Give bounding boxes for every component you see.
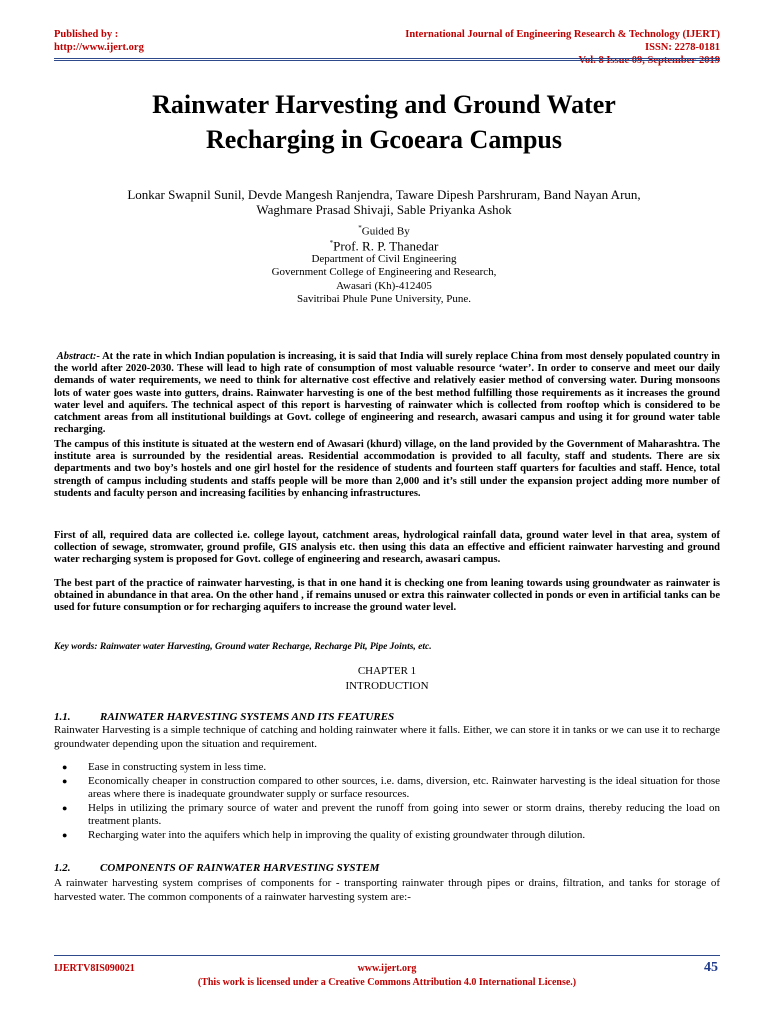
footer-site-link <box>54 963 720 975</box>
section-number: 1.1. <box>54 711 71 723</box>
header-divider-2 <box>54 60 720 61</box>
section-title: RAINWATER HARVESTING SYSTEMS AND ITS FEATURES <box>100 711 395 723</box>
affiliation-line-1: Department of Civil Engineering <box>311 253 457 265</box>
paper-title <box>60 87 708 157</box>
guide-name <box>60 236 708 253</box>
list-item-text: Economically cheaper in construction compared to other sources, i.e. dams, diversion, etc. Rainwater harvesting is the ideal situation for those areas where there is inadequate groundwater supply or surface resources. <box>88 774 720 801</box>
section-number: 1.2. <box>54 862 71 874</box>
feature-list <box>54 761 720 843</box>
abstract-text: - At the rate in which Indian population is increasing, it is said that India will surely replace China from most densely populated country in the world after 2020-2030. These will lead to high rate of consumption of most valuable resource ‘water’. In order to conserve and meet our daily demands of water requirements, we need to think for alternative cost effective and relatively easier method of conversing water. During monsoons lots of water goes waste into gutters, drains. Rainwater harvesting is one of the best method fulfilling those requirements as it increases the ground water level and aquifers. The technical aspect of this report is harvesting of rainwater which is collected from rooftop which is considered to be catchment areas from all institutional buildings at Govt. college of engineering and research, awasari campus and using it for ground water table recharging. <box>54 351 721 436</box>
author-list <box>60 187 708 217</box>
abstract-paragraph-2: The campus of this institute is situated at the western end of Awasari (khurd) village, on the land provided by the Government of Maharashtra. The institute area is surrounded by the residential areas. Residential accommodation is provided to all faculty, staff and students. There are six departments and two boy’s hostels and one girl hostel for the residence of students and fourteen staff quarters for faculties and staff. Hence, total strength of campus including students and staffs people will be more than 2,000 and it’s still under the expansion project adding more number of students and faculty person and increasing facilities by enhancing infrastructures. <box>54 439 720 499</box>
affiliation-line-2: Government College of Engineering and Research, <box>271 266 497 279</box>
list-item <box>54 829 720 843</box>
chapter-name: INTRODUCTION <box>345 680 429 692</box>
abstract-label: Abstract: <box>56 351 97 362</box>
section-heading-1-2 <box>54 862 720 875</box>
bullet-icon: ● <box>62 829 68 840</box>
bullet-icon: ● <box>62 762 68 772</box>
issn: ISSN: 2278-0181 <box>645 42 720 53</box>
guide-name-text: Prof. R. P. Thanedar <box>333 238 439 254</box>
abstract-paragraph-3: First of all, required data are collected i.e. college layout, catchment areas, hydrological rainfall data, ground water level in that area, system of collection of sewage, stromwater, ground profile, GIS analysis etc. then using this data an effective and efficient rainwater harvesting and ground water recharging system is proposed for Govt. college of engineering and research, awasari campus. <box>54 530 720 566</box>
title-line-2: Recharging in Gcoeara Campus <box>205 125 563 154</box>
chapter-label: CHAPTER 1 <box>357 665 417 677</box>
footer-site-text[interactable]: www.ijert.org <box>357 963 417 974</box>
section-1-1-text: Rainwater Harvesting is a simple technique of catching and holding rainwater where it falls. Either, we can store it in tanks or we can use it to recharge groundwater depending upon the situation and requirement. <box>54 724 720 750</box>
bullet-icon: ● <box>62 775 68 786</box>
title-line-1: Rainwater Harvesting and Ground Water <box>152 90 616 119</box>
bullet-icon: ● <box>62 802 68 813</box>
affiliation-line-3: Awasari (Kh)-412405 <box>336 279 432 292</box>
footer-divider <box>54 955 720 956</box>
section-title: COMPONENTS OF RAINWATER HARVESTING SYSTEM <box>100 862 380 874</box>
affiliation-line-4: Savitribai Phule Pune University, Pune. <box>296 293 472 306</box>
guide-name-mark: * <box>329 239 334 247</box>
header-publisher <box>54 28 144 54</box>
published-by-label: Published by : <box>54 29 119 40</box>
abstract-paragraph-4: The best part of the practice of rainwater harvesting, is that in one hand it is checking one from leaning towards using groundwater as rainwater is obtained in abundance in that area. On the other hand , if remains unused or extra this rainwater collected in ponds or even in artificial tanks can be used for future consumption or for recharging aquifers to increase the ground water level. <box>54 578 720 614</box>
list-item-text: Recharging water into the aquifers which help in improving the quality of existing groundwater through dilution. <box>88 828 586 841</box>
section-heading-1-1 <box>54 711 720 724</box>
authors-line-2: Waghmare Prasad Shivaji, Sable Priyanka Ashok <box>256 202 512 217</box>
list-item <box>54 775 720 802</box>
volume-issue: Vol. 8 Issue 09, September-2019 <box>578 55 720 66</box>
chapter-heading <box>54 664 720 694</box>
list-item <box>54 761 720 775</box>
affiliation <box>60 253 708 307</box>
list-item-text: Helps in utilizing the primary source of water and prevent the runoff from going into sewer or storm drains, thereby reducing the load on treatment plants. <box>88 801 720 828</box>
license-notice: (This work is licensed under a Creative Commons Attribution 4.0 International License.) <box>197 977 577 988</box>
header-divider <box>54 58 720 59</box>
abstract <box>54 351 720 436</box>
authors-line-1: Lonkar Swapnil Sunil, Devde Mangesh Ranjendra, Taware Dipesh Parshruram, Band Nayan Arun, <box>127 187 641 202</box>
guided-by-label: Guided By <box>361 225 410 238</box>
publisher-site-link[interactable]: http://www.ijert.org <box>54 42 144 53</box>
header-journal <box>405 28 720 67</box>
page-number: 45 <box>704 960 718 975</box>
guide-mark: * <box>358 224 362 232</box>
list-item-text: Ease in constructing system in less time. <box>88 761 267 773</box>
section-1-2-text: A rainwater harvesting system comprises of components for - transporting rainwater through pipes or drains, filtration, and tanks for storage of harvested water. The common components of a rainwater harvesting system are:- <box>54 877 720 903</box>
paper-id: IJERTV8IS090021 <box>54 963 135 974</box>
list-item <box>54 802 720 829</box>
journal-name: International Journal of Engineering Research & Technology (IJERT) <box>405 29 720 40</box>
keywords: Key words: Rainwater water Harvesting, Ground water Recharge, Recharge Pit, Pipe Joints, etc. <box>54 642 432 652</box>
